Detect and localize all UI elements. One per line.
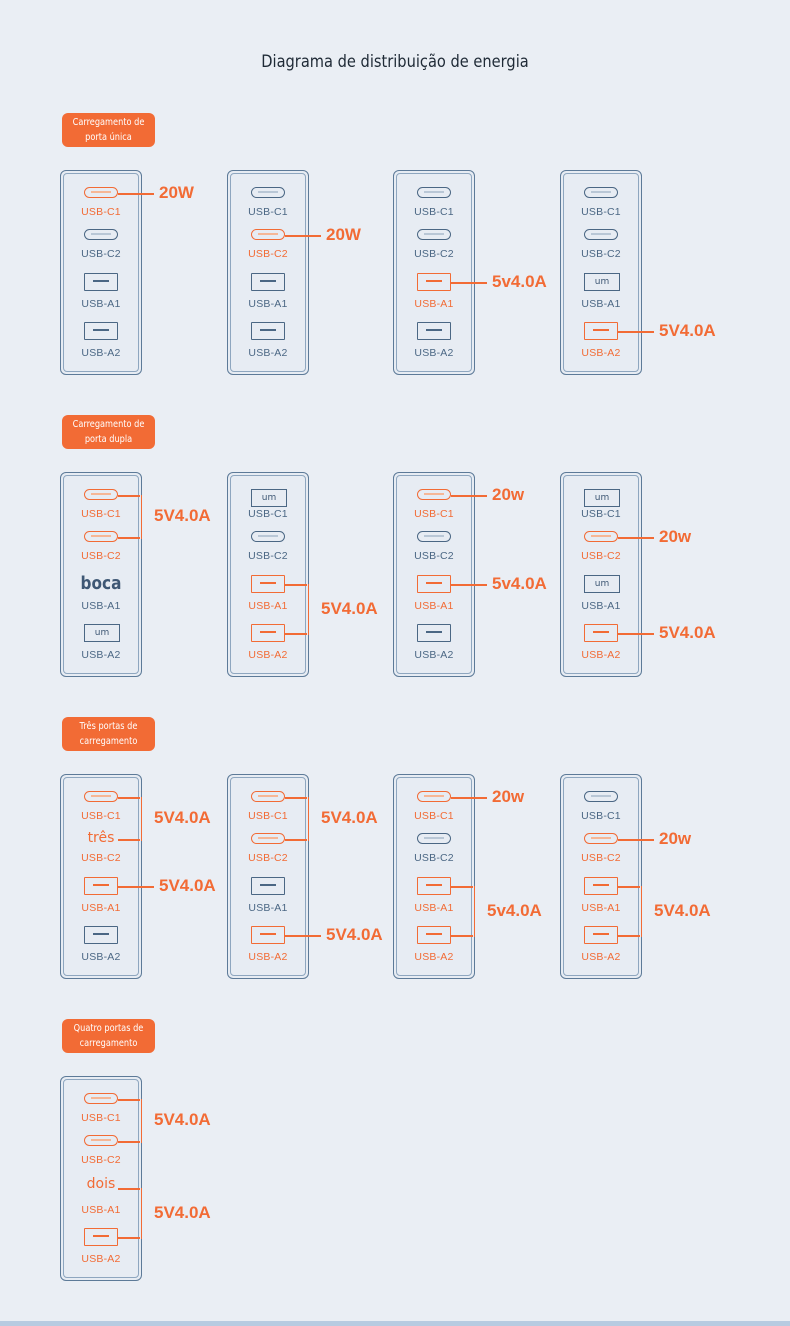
output-leader-line — [451, 495, 487, 497]
usb-c1-port — [84, 489, 118, 500]
usb-c2-port — [417, 531, 451, 542]
output-value: 5V4.0A — [154, 1110, 211, 1129]
usb-a1-port — [251, 877, 285, 895]
usb-c2-label: USB-C2 — [414, 550, 454, 562]
section-label — [62, 717, 155, 751]
output-value: 5V4.0A — [154, 506, 211, 525]
usb-c2-port — [417, 229, 451, 240]
usb-c2-label: USB-C2 — [81, 1154, 121, 1166]
output-bracket — [473, 886, 475, 937]
output-leader-line — [118, 1141, 140, 1143]
port-text: um — [584, 575, 620, 593]
output-value: 5V4.0A — [321, 808, 378, 827]
output-leader-line — [285, 797, 307, 799]
usb-c1-label: USB-C1 — [581, 508, 621, 520]
usb-c1-port — [417, 791, 451, 802]
usb-a1-port — [251, 575, 285, 593]
usb-a1-label: USB-A1 — [248, 298, 288, 310]
usb-c2-port — [84, 229, 118, 240]
usb-c2-port — [417, 833, 451, 844]
usb-c1-label: USB-C1 — [248, 206, 288, 218]
usb-a2-label: USB-A2 — [414, 649, 454, 661]
output-leader-line — [618, 633, 654, 635]
usb-c2-port — [251, 531, 285, 542]
output-leader-line — [118, 886, 154, 888]
section-label-line: carregamento — [79, 1038, 138, 1049]
usb-a2-port — [84, 322, 118, 340]
usb-a1-label: USB-A1 — [414, 298, 454, 310]
section-label-line: carregamento — [79, 736, 138, 747]
usb-a2-label: USB-A2 — [581, 347, 621, 359]
usb-c1-port — [584, 187, 618, 198]
output-value: 5V4.0A — [159, 876, 216, 895]
usb-c1-port — [251, 791, 285, 802]
output-value: 5V4.0A — [326, 925, 383, 944]
port-text: boca — [80, 573, 122, 594]
usb-a1-label: USB-A1 — [81, 600, 121, 612]
output-leader-line — [451, 282, 487, 284]
usb-a1-port — [84, 273, 118, 291]
usb-c1-label: USB-C1 — [581, 810, 621, 822]
output-leader-line — [451, 886, 473, 888]
output-leader-line — [118, 537, 140, 539]
usb-a2-label: USB-A2 — [581, 951, 621, 963]
usb-a1-port — [251, 273, 285, 291]
section-label-line: Carregamento de — [72, 419, 145, 430]
section-label — [62, 1019, 155, 1053]
usb-c2-label: USB-C2 — [248, 852, 288, 864]
output-bracket — [640, 886, 642, 937]
output-value: 5v4.0A — [492, 574, 547, 593]
usb-a1-label: USB-A1 — [581, 600, 621, 612]
output-leader-line — [451, 797, 487, 799]
section-label — [62, 113, 155, 147]
usb-c2-label: USB-C2 — [414, 248, 454, 260]
section-label-line: Quatro portas de — [73, 1023, 144, 1034]
usb-c2-label: USB-C2 — [81, 248, 121, 260]
usb-c1-label: USB-C1 — [81, 206, 121, 218]
usb-c2-label: USB-C2 — [414, 852, 454, 864]
usb-a2-label: USB-A2 — [414, 347, 454, 359]
output-leader-line — [118, 1188, 140, 1190]
output-leader-line — [618, 935, 640, 937]
usb-c1-port — [584, 791, 618, 802]
usb-c1-label: USB-C1 — [581, 206, 621, 218]
usb-c2-port — [84, 1135, 118, 1146]
usb-a1-port — [84, 877, 118, 895]
port-text: um — [584, 489, 620, 507]
output-value: 5V4.0A — [321, 598, 378, 618]
port-text: um — [251, 489, 287, 507]
usb-a2-port — [417, 926, 451, 944]
usb-a1-port — [417, 877, 451, 895]
usb-a2-port — [251, 926, 285, 944]
output-leader-line — [285, 235, 321, 237]
output-leader-line — [285, 633, 307, 635]
section-label — [62, 415, 155, 449]
usb-a2-label: USB-A2 — [81, 649, 121, 661]
usb-a2-label: USB-A2 — [414, 951, 454, 963]
output-value: 5V4.0A — [659, 321, 716, 340]
section-label-line: Carregamento de — [72, 117, 145, 128]
section-label-line: porta única — [85, 132, 132, 143]
usb-c1-label: USB-C1 — [248, 810, 288, 822]
output-bracket — [140, 495, 142, 539]
output-value: 5V4.0A — [659, 623, 716, 642]
usb-c2-port — [584, 531, 618, 542]
output-leader-line — [118, 839, 140, 841]
usb-c2-label: USB-C2 — [581, 248, 621, 260]
output-value: 20w — [492, 787, 525, 806]
usb-c2-port — [584, 229, 618, 240]
usb-c1-label: USB-C1 — [414, 206, 454, 218]
usb-c2-label: USB-C2 — [248, 550, 288, 562]
usb-c1-label: USB-C1 — [81, 1112, 121, 1124]
output-leader-line — [618, 331, 654, 333]
diagram-title: Diagrama de distribuição de energia — [261, 52, 529, 72]
usb-c2-label: USB-C2 — [81, 852, 121, 864]
usb-a2-port — [251, 322, 285, 340]
output-leader-line — [118, 193, 154, 195]
output-value: 5V4.0A — [154, 808, 211, 827]
usb-c2-label: USB-C2 — [248, 248, 288, 260]
usb-a1-label: USB-A1 — [414, 600, 454, 612]
output-value: 20W — [159, 183, 194, 202]
output-value: 20w — [492, 485, 525, 504]
usb-c1-label: USB-C1 — [248, 508, 288, 520]
output-value: 5V4.0A — [154, 1202, 211, 1222]
usb-a2-port — [417, 322, 451, 340]
output-value: 5v4.0A — [487, 900, 542, 920]
usb-a2-port — [584, 926, 618, 944]
usb-a1-label: USB-A1 — [81, 1204, 121, 1216]
usb-c1-label: USB-C1 — [81, 508, 121, 520]
usb-a2-port — [584, 624, 618, 642]
output-leader-line — [618, 537, 654, 539]
usb-c2-port — [84, 531, 118, 542]
port-text: dois — [86, 1176, 116, 1192]
output-leader-line — [285, 839, 307, 841]
usb-a1-label: USB-A1 — [248, 600, 288, 612]
port-text: três — [87, 830, 115, 846]
usb-a2-port — [84, 1228, 118, 1246]
output-bracket — [307, 584, 309, 635]
usb-a2-port — [417, 624, 451, 642]
output-leader-line — [451, 584, 487, 586]
usb-a2-label: USB-A2 — [81, 1253, 121, 1265]
usb-a2-label: USB-A2 — [248, 347, 288, 359]
footer-bar — [0, 1321, 790, 1326]
port-text: um — [84, 624, 120, 642]
usb-c1-label: USB-C1 — [414, 810, 454, 822]
output-leader-line — [451, 935, 473, 937]
output-value: 5v4.0A — [492, 272, 547, 291]
usb-c1-port — [251, 187, 285, 198]
output-bracket — [140, 797, 142, 841]
usb-a2-label: USB-A2 — [581, 649, 621, 661]
port-text: um — [584, 273, 620, 291]
usb-a1-port — [417, 273, 451, 291]
usb-a2-label: USB-A2 — [81, 347, 121, 359]
usb-c1-label: USB-C1 — [81, 810, 121, 822]
usb-a1-label: USB-A1 — [414, 902, 454, 914]
usb-c2-port — [584, 833, 618, 844]
output-leader-line — [618, 839, 654, 841]
output-value: 20W — [326, 225, 361, 244]
usb-a1-label: USB-A1 — [81, 902, 121, 914]
usb-c2-label: USB-C2 — [581, 550, 621, 562]
output-bracket — [140, 1099, 142, 1143]
output-value: 5V4.0A — [654, 900, 711, 920]
usb-a2-port — [584, 322, 618, 340]
usb-a1-port — [584, 877, 618, 895]
usb-c2-label: USB-C2 — [581, 852, 621, 864]
usb-c2-port — [251, 229, 285, 240]
usb-a2-label: USB-A2 — [248, 649, 288, 661]
usb-a1-label: USB-A1 — [81, 298, 121, 310]
usb-c2-label: USB-C2 — [81, 550, 121, 562]
section-label-line: Três portas de — [79, 721, 138, 732]
output-leader-line — [285, 935, 321, 937]
output-value: 20w — [659, 527, 692, 546]
output-leader-line — [285, 584, 307, 586]
output-bracket — [140, 1188, 142, 1239]
usb-c1-port — [417, 187, 451, 198]
usb-a2-label: USB-A2 — [81, 951, 121, 963]
usb-a2-port — [84, 926, 118, 944]
usb-a1-label: USB-A1 — [581, 298, 621, 310]
output-value: 20w — [659, 829, 692, 848]
output-leader-line — [118, 495, 140, 497]
usb-a1-label: USB-A1 — [248, 902, 288, 914]
output-leader-line — [118, 797, 140, 799]
usb-a1-label: USB-A1 — [581, 902, 621, 914]
usb-a2-port — [251, 624, 285, 642]
usb-c1-port — [84, 1093, 118, 1104]
usb-c2-port — [251, 833, 285, 844]
section-label-line: porta dupla — [84, 434, 133, 445]
usb-c1-port — [417, 489, 451, 500]
output-bracket — [307, 797, 309, 841]
usb-a2-label: USB-A2 — [248, 951, 288, 963]
usb-c1-port — [84, 187, 118, 198]
usb-c1-label: USB-C1 — [414, 508, 454, 520]
usb-c1-port — [84, 791, 118, 802]
output-leader-line — [618, 886, 640, 888]
usb-a1-port — [417, 575, 451, 593]
output-leader-line — [118, 1237, 140, 1239]
output-leader-line — [118, 1099, 140, 1101]
